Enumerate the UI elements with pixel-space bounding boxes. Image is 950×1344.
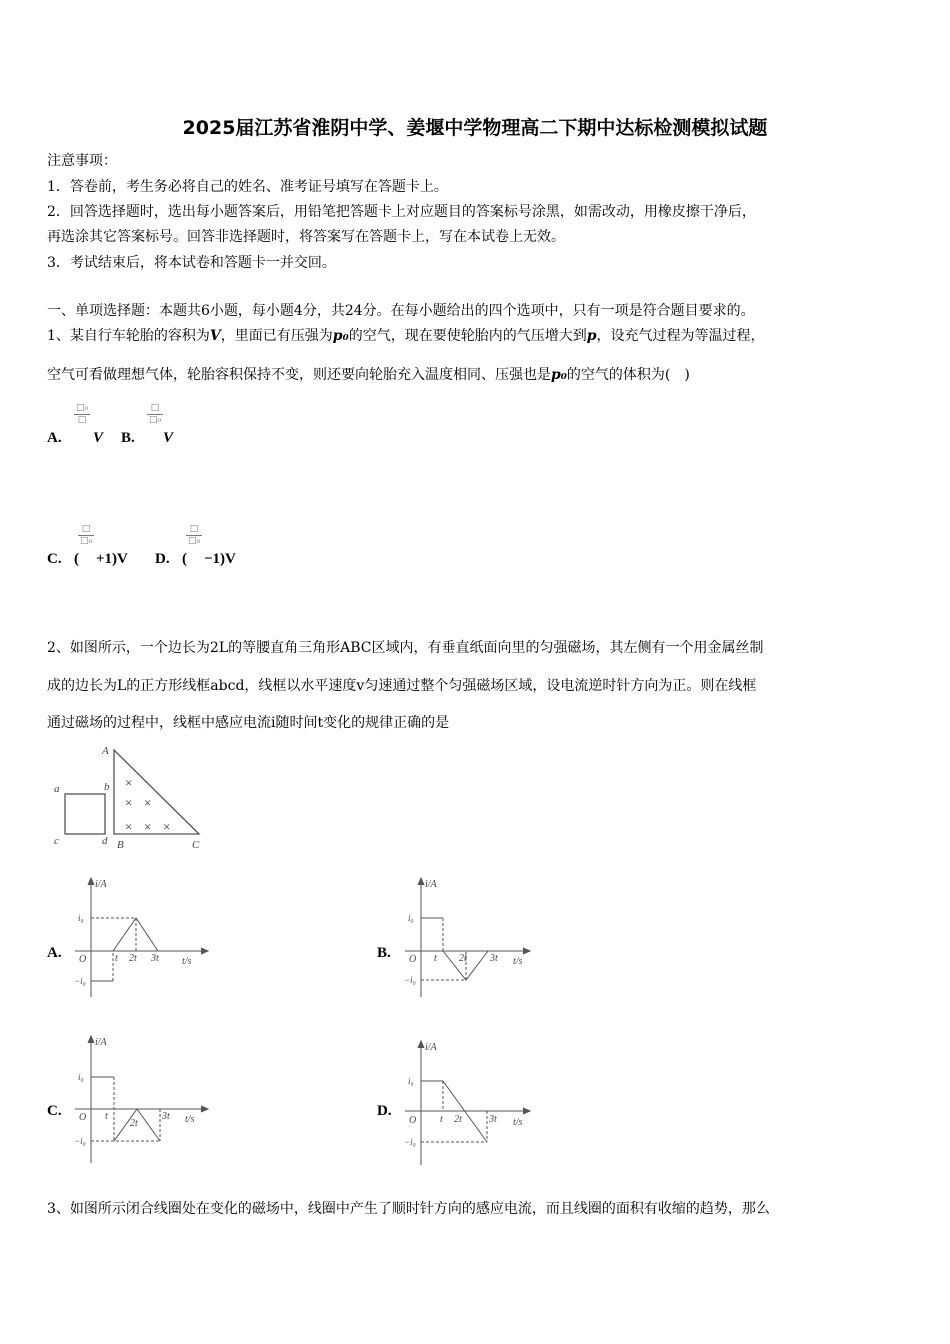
svg-text:t/s: t/s	[513, 1117, 523, 1128]
q2-graph-a	[70, 872, 220, 1002]
q3-line1: 3、如图所示闭合线圈处在变化的磁场中，线圈中产生了顺时针方向的感应电流，而且线圈的面积有收缩的趋势，那么	[47, 1201, 770, 1217]
svg-text:t: t	[434, 953, 437, 964]
q2-option-a: A.	[47, 945, 62, 961]
svg-text:i/A: i/A	[95, 1037, 107, 1048]
q2-graph-b	[400, 872, 540, 1002]
svg-text:t: t	[105, 1111, 108, 1122]
svg-text:a: a	[54, 783, 60, 795]
q1-option-b: B.	[121, 430, 135, 446]
svg-text:−i₀: −i₀	[404, 975, 416, 985]
q1-option-a-tail: V	[93, 430, 104, 446]
svg-text:c: c	[54, 835, 59, 847]
svg-text:×: ×	[144, 819, 152, 834]
svg-text:i/A: i/A	[425, 879, 437, 890]
q2-graph-d	[400, 1035, 540, 1170]
svg-text:−i₀: −i₀	[74, 976, 86, 986]
svg-text:C: C	[192, 839, 200, 851]
svg-text:t: t	[115, 953, 118, 964]
q1-option-d-tail: −1)V	[204, 551, 236, 567]
svg-text:3t: 3t	[489, 1114, 497, 1125]
svg-text:×: ×	[125, 775, 133, 790]
q2-line2: 成的边长为L的正方形线框abcd，线框以水平速度v匀速通过整个匀强磁场区域，设电流逆时针方向为正。则在线框	[47, 678, 757, 694]
svg-text:3t: 3t	[162, 1111, 170, 1122]
q1-option-c: C.	[47, 551, 62, 567]
q2-option-d: D.	[377, 1103, 392, 1119]
svg-text:2t: 2t	[129, 953, 137, 964]
q2-option-b: B.	[377, 945, 391, 961]
svg-text:t/s: t/s	[513, 956, 523, 967]
svg-text:t: t	[440, 1114, 443, 1125]
q1-option-a-fraction: $\frac{\text{□₀}}{□}$	[76, 403, 89, 425]
q1-option-a: A.	[47, 430, 62, 446]
svg-text:2t: 2t	[459, 953, 467, 964]
q1-option-b-fraction: $\frac{□}{\text{□₀}}$	[149, 403, 162, 425]
svg-text:2t: 2t	[454, 1114, 462, 1125]
svg-text:O: O	[79, 1112, 87, 1123]
svg-text:t/s: t/s	[182, 956, 192, 967]
notice-item-1: 1．答卷前，考生务必将自己的姓名、准考证号填写在答题卡上。	[47, 179, 448, 195]
svg-text:i₀: i₀	[408, 913, 414, 923]
section-heading: 一、单项选择题：本题共6小题，每小题4分，共24分。在每小题给出的四个选项中，只有一项是符合题目要求的。	[47, 303, 755, 319]
notice-item-3: 3．考试结束后，将本试卷和答题卡一并交回。	[47, 255, 336, 271]
q1-option-c-fraction: $\frac{□}{\text{□₀}}$	[80, 524, 93, 546]
svg-text:i/A: i/A	[95, 879, 107, 890]
q1-line2: 空气可看做理想气体，轮胎容积保持不变，则还要向轮胎充入温度相同、压强也是p₀的空气的体积为( )	[47, 367, 690, 383]
q2-line3: 通过磁场的过程中，线框中感应电流i随时间t变化的规律正确的是	[47, 715, 450, 731]
svg-text:×: ×	[125, 795, 133, 810]
q1-option-d: D.	[155, 551, 170, 567]
svg-text:×: ×	[125, 819, 133, 834]
svg-text:i/A: i/A	[425, 1042, 437, 1053]
svg-text:2t: 2t	[130, 1118, 138, 1129]
q2-graph-c	[70, 1030, 220, 1170]
svg-text:×: ×	[163, 819, 171, 834]
svg-text:B: B	[117, 839, 124, 851]
q1-option-c-paren: (	[74, 551, 79, 567]
svg-text:i₀: i₀	[78, 1072, 84, 1082]
svg-text:A: A	[102, 745, 109, 757]
notice-item-2-cont: 再选涂其它答案标号。回答非选择题时，将答案写在答题卡上，写在本试卷上无效。	[47, 229, 565, 245]
svg-text:O: O	[409, 954, 417, 965]
q1-option-c-tail: +1)V	[96, 551, 128, 567]
svg-text:i₀: i₀	[78, 913, 84, 923]
svg-text:t/s: t/s	[185, 1114, 195, 1125]
q1-option-b-tail: V	[163, 430, 174, 446]
q1-option-d-fraction: $\frac{□}{\text{□₀}}$	[188, 524, 201, 546]
svg-text:−i₀: −i₀	[404, 1137, 416, 1147]
svg-text:3t: 3t	[151, 953, 159, 964]
svg-text:O: O	[409, 1115, 417, 1126]
svg-text:−i₀: −i₀	[74, 1136, 86, 1146]
notice-heading: 注意事项：	[47, 153, 117, 169]
svg-text:×: ×	[144, 795, 152, 810]
q2-option-c: C.	[47, 1103, 62, 1119]
q1-option-d-paren: (	[182, 551, 187, 567]
svg-text:d: d	[102, 835, 108, 847]
q2-figure-triangle-square	[40, 740, 220, 855]
svg-text:3t: 3t	[490, 953, 498, 964]
svg-text:O: O	[79, 954, 87, 965]
svg-text:i₀: i₀	[408, 1076, 414, 1086]
notice-item-2: 2．回答选择题时，选出每小题答案后，用铅笔把答题卡上对应题目的答案标号涂黑，如需改动，用橡皮擦干净后，	[47, 204, 756, 220]
page-title: 2025届江苏省淮阴中学、姜堰中学物理高二下期中达标检测模拟试题	[182, 117, 768, 139]
q1-line1: 1、某自行车轮胎的容积为V，里面已有压强为p₀的空气，现在要使轮胎内的气压增大到p，设充气过程为等温过程，	[47, 328, 765, 344]
q2-line1: 2、如图所示，一个边长为2L的等腰直角三角形ABC区域内，有垂直纸面向里的匀强磁场，其左侧有一个用金属丝制	[47, 640, 764, 656]
svg-text:b: b	[104, 781, 110, 793]
